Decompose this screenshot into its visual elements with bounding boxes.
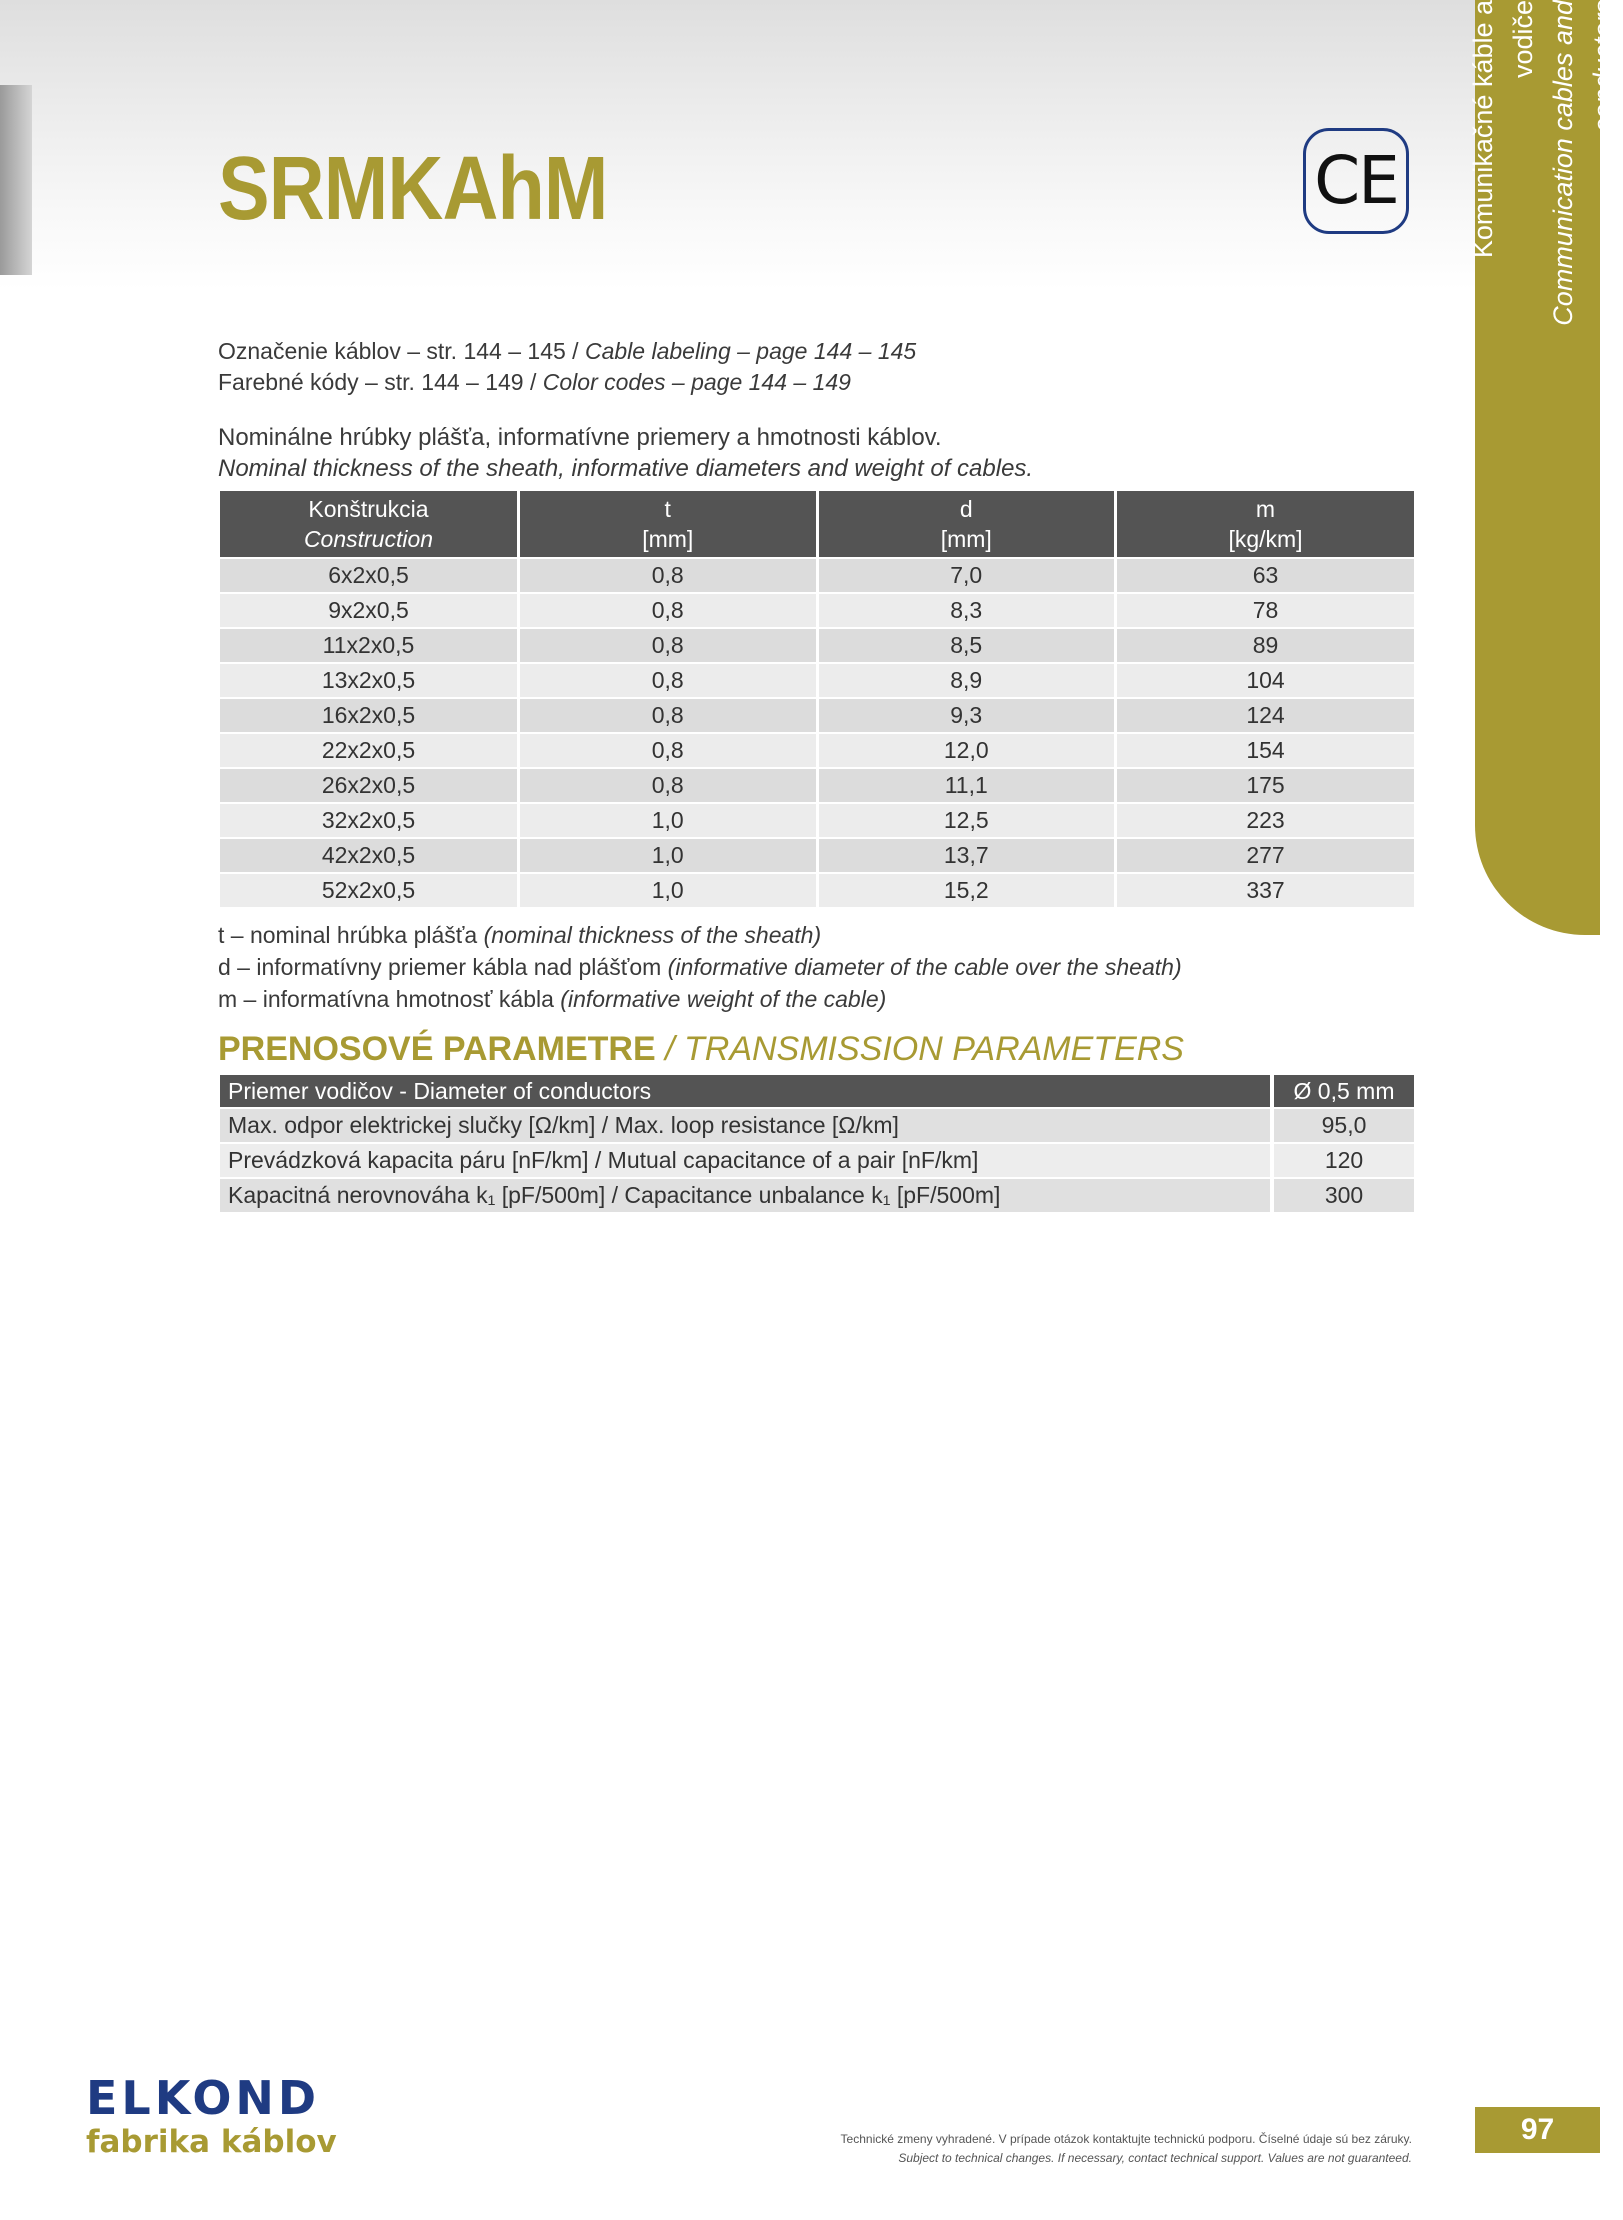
table-cell: 1,0 xyxy=(519,803,818,838)
header-diameter: d [mm] xyxy=(817,491,1116,558)
table-cell: 52x2x0,5 xyxy=(220,873,519,907)
ce-mark-icon: CE xyxy=(1303,128,1409,234)
transmission-section-title: PRENOSOVÉ PARAMETRE / TRANSMISSION PARAMETERS xyxy=(218,1030,1184,1068)
header-construction: Konštrukcia Construction xyxy=(220,491,519,558)
table-cell: 175 xyxy=(1116,768,1415,803)
table-cell: 12,5 xyxy=(817,803,1116,838)
transmission-table xyxy=(220,1075,1414,1212)
table-cell: 9,3 xyxy=(817,698,1116,733)
company-logo xyxy=(86,2073,337,2161)
intro-references xyxy=(218,336,916,398)
parameter-value: 300 xyxy=(1272,1178,1414,1212)
table-cell: 0,8 xyxy=(519,698,818,733)
parameter-label: Kapacitná nerovnováha k₁ [pF/500m] / Capacitance unbalance k₁ [pF/500m] xyxy=(220,1178,1272,1212)
table-row xyxy=(220,698,1414,733)
table-cell: 0,8 xyxy=(519,768,818,803)
table-cell: 1,0 xyxy=(519,838,818,873)
page-number: 97 xyxy=(1475,2107,1600,2153)
logo-tagline: fabrika káblov xyxy=(86,2124,337,2160)
legend-item-d: d – informatívny priemer kábla nad plášťom (informative diameter of the cable over the sheath) xyxy=(218,954,1182,980)
page-title: SRMKAhM xyxy=(218,139,608,239)
table-caption-en: Nominal thickness of the sheath, informative diameters and weight of cables. xyxy=(218,455,1034,482)
table-cell: 7,0 xyxy=(817,558,1116,593)
table-header-row xyxy=(220,491,1414,558)
parameter-value: 95,0 xyxy=(1272,1108,1414,1143)
table-cell: 13,7 xyxy=(817,838,1116,873)
table-cell: 154 xyxy=(1116,733,1415,768)
table-cell: 22x2x0,5 xyxy=(220,733,519,768)
table-cell: 89 xyxy=(1116,628,1415,663)
side-category-label xyxy=(1468,0,1618,340)
transmission-row xyxy=(220,1108,1414,1143)
transmission-row xyxy=(220,1143,1414,1178)
table-cell: 8,9 xyxy=(817,663,1116,698)
header-thickness: t [mm] xyxy=(519,491,818,558)
color-codes-reference: Farebné kódy – str. 144 – 149 / Color codes – page 144 – 149 xyxy=(218,369,851,395)
table-cell: 11,1 xyxy=(817,768,1116,803)
table-cell: 223 xyxy=(1116,803,1415,838)
table-cell: 0,8 xyxy=(519,628,818,663)
table-cell: 277 xyxy=(1116,838,1415,873)
table-row xyxy=(220,733,1414,768)
side-category-sk: Komunikačné káble a vodiče xyxy=(1468,0,1538,259)
table-cell: 6x2x0,5 xyxy=(220,558,519,593)
labeling-reference: Označenie káblov – str. 144 – 145 / Cable labeling – page 144 – 145 xyxy=(218,338,917,364)
transmission-header-value: Ø 0,5 mm xyxy=(1272,1075,1414,1108)
table-row xyxy=(220,558,1414,593)
table-cell: 8,3 xyxy=(817,593,1116,628)
table-row xyxy=(220,803,1414,838)
table-cell: 16x2x0,5 xyxy=(220,698,519,733)
transmission-row xyxy=(220,1178,1414,1212)
construction-table xyxy=(220,491,1414,907)
table-cell: 11x2x0,5 xyxy=(220,628,519,663)
legend-item-m: m – informatívna hmotnosť kábla (informative weight of the cable) xyxy=(218,986,887,1012)
table-cell: 0,8 xyxy=(519,558,818,593)
table-cell: 0,8 xyxy=(519,593,818,628)
table-row xyxy=(220,873,1414,907)
table-cell: 9x2x0,5 xyxy=(220,593,519,628)
left-edge-tab xyxy=(0,85,32,275)
table-cell: 124 xyxy=(1116,698,1415,733)
table-cell: 63 xyxy=(1116,558,1415,593)
logo-brand: ELKOND xyxy=(86,2071,321,2125)
side-category-en: Communication cables and conductors xyxy=(1548,0,1618,326)
header-weight: m [kg/km] xyxy=(1116,491,1415,558)
parameter-value: 120 xyxy=(1272,1143,1414,1178)
table-cell: 78 xyxy=(1116,593,1415,628)
table-cell: 0,8 xyxy=(519,663,818,698)
table-cell: 42x2x0,5 xyxy=(220,838,519,873)
table-cell: 13x2x0,5 xyxy=(220,663,519,698)
transmission-header-row xyxy=(220,1075,1414,1108)
table-cell: 104 xyxy=(1116,663,1415,698)
table-row xyxy=(220,768,1414,803)
table-cell: 12,0 xyxy=(817,733,1116,768)
footer-disclaimer-en: Subject to technical changes. If necessary, contact technical support. Values are not guaranteed. xyxy=(898,2151,1412,2165)
table-row xyxy=(220,593,1414,628)
table-cell: 0,8 xyxy=(519,733,818,768)
table-row xyxy=(220,663,1414,698)
table-row xyxy=(220,838,1414,873)
footer-disclaimer xyxy=(841,2130,1412,2168)
table-cell: 26x2x0,5 xyxy=(220,768,519,803)
transmission-header-label: Priemer vodičov - Diameter of conductors xyxy=(220,1075,1272,1108)
table-row xyxy=(220,628,1414,663)
table-cell: 15,2 xyxy=(817,873,1116,907)
footer-disclaimer-sk: Technické zmeny vyhradené. V prípade otázok kontaktujte technickú podporu. Číselné údaje sú bez záruky. xyxy=(840,2132,1412,2146)
table-cell: 337 xyxy=(1116,873,1415,907)
legend-item-t: t – nominal hrúbka plášťa (nominal thickness of the sheath) xyxy=(218,922,822,948)
table-cell: 8,5 xyxy=(817,628,1116,663)
table-caption-sk: Nominálne hrúbky plášťa, informatívne priemery a hmotnosti káblov. xyxy=(218,424,942,451)
table-cell: 1,0 xyxy=(519,873,818,907)
table-cell: 32x2x0,5 xyxy=(220,803,519,838)
symbol-legend xyxy=(218,919,1182,1015)
table-caption xyxy=(218,422,1033,484)
parameter-label: Prevádzková kapacita páru [nF/km] / Mutual capacitance of a pair [nF/km] xyxy=(220,1143,1272,1178)
parameter-label: Max. odpor elektrickej slučky [Ω/km] / Max. loop resistance [Ω/km] xyxy=(220,1108,1272,1143)
